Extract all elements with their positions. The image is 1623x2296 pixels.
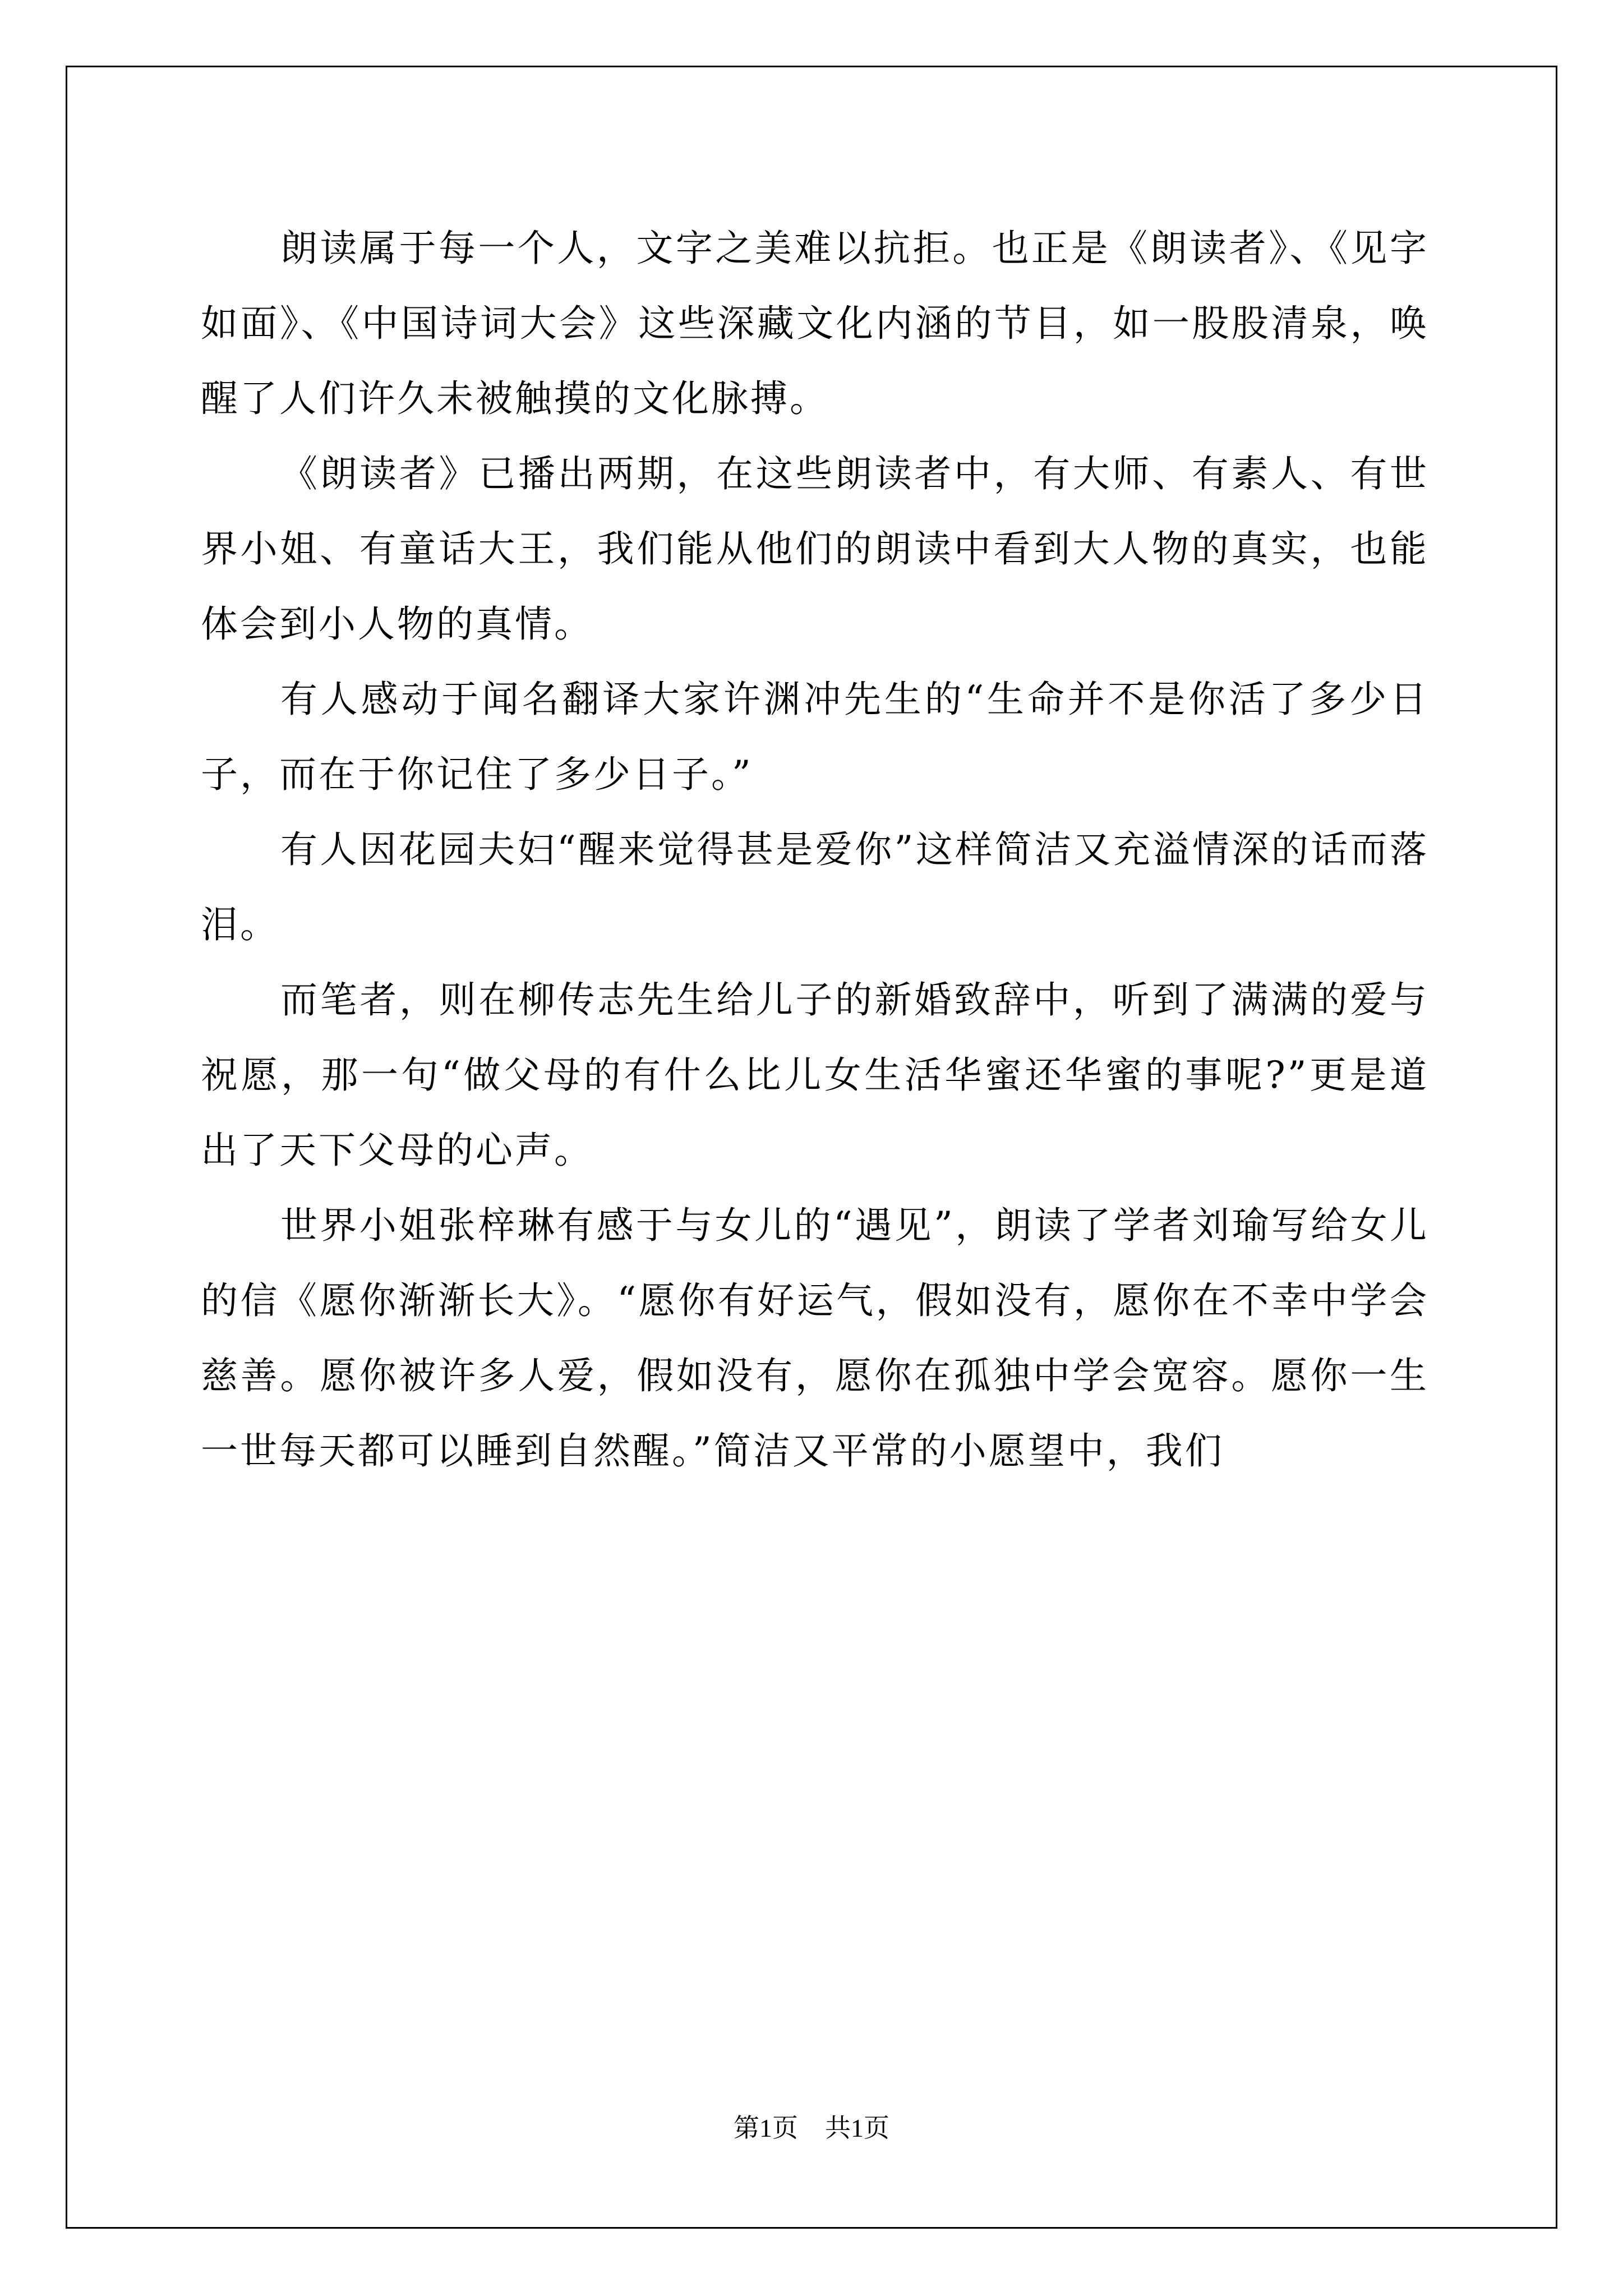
page-number-current: 第1页 [734, 2114, 798, 2142]
paragraph-2: 《朗读者》已播出两期，在这些朗读者中，有大师、有素人、有世界小姐、有童话大王，我们能从他们的朗读中看到大人物的真实，也能体会到小人物的真情。 [201, 452, 1429, 646]
page-footer [0, 2111, 1623, 2145]
paragraph-4: 有人因花园夫妇“醒来觉得甚是爱你”这样简洁又充溢情深的话而落泪。 [201, 828, 1429, 946]
paragraph-6: 世界小姐张梓琳有感于与女儿的“遇见”，朗读了学者刘瑜写给女儿的信《愿你渐渐长大》。“愿你有好运气，假如没有，愿你在不幸中学会慈善。愿你被许多人爱，假如没有，愿你在孤独中学会宽容。愿你一生一世每天都可以睡到自然醒。”简洁又平常的小愿望中，我们 [201, 1204, 1429, 1473]
paragraph-1: 朗读属于每一个人，文字之美难以抗拒。也正是《朗读者》、《见字如面》、《中国诗词大会》这些深藏文化内涵的节目，如一股股清泉，唤醒了人们许久未被触摸的文化脉搏。 [201, 227, 1429, 420]
paragraph-3: 有人感动于闻名翻译大家许渊冲先生的“生命并不是你活了多少日子，而在于你记住了多少日子。” [201, 678, 1429, 796]
document-body [201, 211, 1429, 1489]
paragraph-5: 而笔者，则在柳传志先生给儿子的新婚致辞中，听到了满满的爱与祝愿，那一句“做父母的有什么比儿女生活华蜜还华蜜的事呢?”更是道出了天下父母的心声。 [201, 978, 1429, 1172]
page-number-total: 共1页 [825, 2114, 889, 2142]
